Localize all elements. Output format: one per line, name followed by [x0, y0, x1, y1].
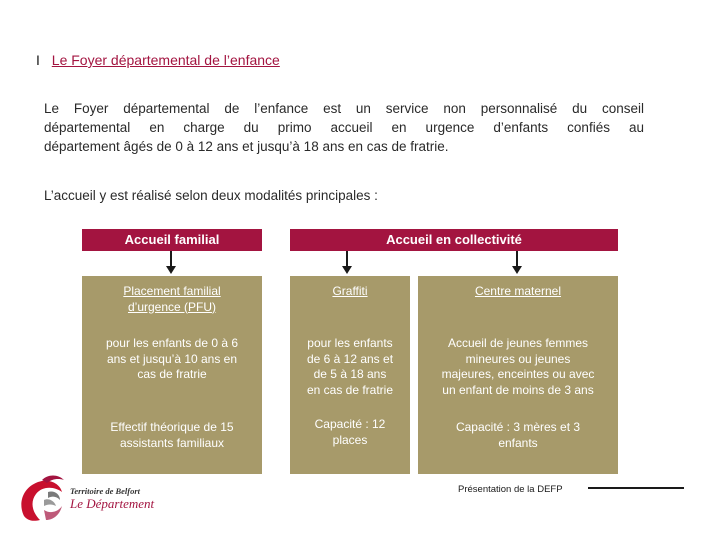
pfu-description — [82, 336, 262, 383]
band-accueil-collectivite: Accueil en collectivité — [290, 229, 618, 251]
pfu-header-line-2: d’urgence (PFU) — [127, 299, 217, 314]
centre-maternel-capacity — [418, 420, 618, 451]
graffiti-capacity — [290, 417, 410, 448]
logo-line-2: Le Département — [70, 496, 155, 511]
centre-maternel-header-line-1: Centre maternel — [474, 284, 562, 298]
section-number: I — [36, 52, 40, 68]
pfu-desc-line-3: cas de fratrie — [137, 367, 207, 381]
intro-line-1: Le Foyer départemental de l’enfance est un service non personnalisé du conseil — [44, 101, 644, 116]
centre-maternel-desc-line-2: mineures ou jeunes — [465, 351, 571, 366]
centre-maternel-capacity-line-1: Capacité : 3 mères et 3 — [455, 420, 581, 434]
graffiti-capacity-line-1: Capacité : 12 — [314, 417, 386, 431]
pfu-desc-line-1: pour les enfants de 0 à 6 — [105, 336, 239, 350]
pfu-desc-line-2: ans et jusqu’à 10 ans en — [106, 351, 238, 366]
pfu-header-line-1: Placement familial — [123, 284, 221, 298]
centre-maternel-desc-line-1: Accueil de jeunes femmes — [447, 336, 589, 350]
centre-maternel-desc-line-3: majeures, enceintes ou avec — [441, 367, 595, 381]
graffiti-capacity-line-2: places — [332, 432, 368, 447]
section-title: Le Foyer départemental de l’enfance — [51, 52, 280, 68]
graffiti-description — [290, 336, 410, 398]
pfu-capacity — [82, 420, 262, 451]
footer-text: Présentation de la DEFP — [458, 484, 563, 495]
centre-maternel-description — [418, 336, 618, 398]
intro-line-3: département âgés de 0 à 12 ans et jusqu’à 18 ans en cas de fratrie. — [44, 139, 449, 154]
section-heading — [36, 52, 280, 68]
graffiti-desc-line-2: de 6 à 12 ans et — [306, 351, 394, 366]
pfu-capacity-line-1: Effectif théorique de 15 — [110, 420, 234, 434]
pfu-capacity-line-2: assistants familiaux — [119, 435, 225, 450]
footer-divider — [588, 487, 684, 489]
logo-line-1: Territoire de Belfort — [70, 486, 141, 496]
graffiti-desc-line-4: en cas de fratrie — [306, 382, 394, 397]
centre-maternel-desc-line-4: un enfant de moins de 3 ans — [442, 382, 594, 397]
centre-maternel-header — [418, 284, 618, 300]
modalities-text: L’accueil y est réalisé selon deux modalités principales : — [44, 188, 378, 203]
pfu-header — [82, 284, 262, 315]
centre-maternel-capacity-line-2: enfants — [498, 435, 538, 450]
graffiti-header-line-1: Graffiti — [332, 284, 368, 298]
graffiti-desc-line-1: pour les enfants — [307, 336, 393, 350]
graffiti-header — [290, 284, 410, 300]
band-accueil-familial: Accueil familial — [82, 229, 262, 251]
departement-logo-icon — [14, 470, 174, 530]
intro-line-2: départemental en charge du primo accueil en urgence d’enfants confiés au — [44, 120, 644, 135]
graffiti-desc-line-3: de 5 à 18 ans — [313, 367, 387, 381]
